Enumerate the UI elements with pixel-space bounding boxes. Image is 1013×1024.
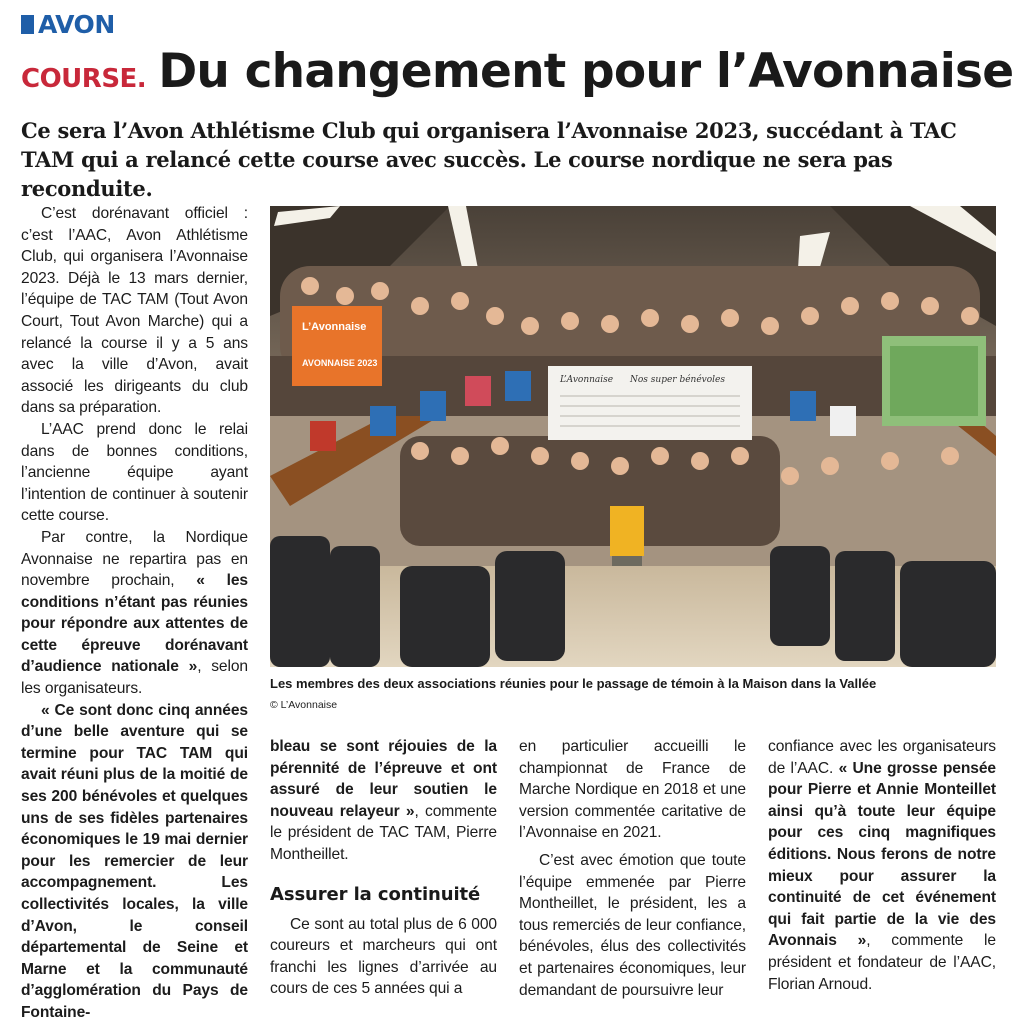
photo-credit: © L’Avonnaise (270, 699, 338, 711)
paragraph-4-quote: « Ce sont donc cinq années d’une belle aventure qui se termine pour TAC TAM qui avait réuni plus de la moitié de ses 200 bénévoles et quelques uns de ses fidèles partenaires économiques le 19 mai dernier pour les remercier de leur accompagnement. Les collectivités locales, la ville d’Avon, le conseil départemental de Seine et Marne et la communauté d’agglomération du Pays de Fontaine- (21, 701, 248, 1021)
rubric-label: AVON (38, 9, 115, 39)
headline (21, 44, 1013, 99)
article-title: Du changement pour l’Avonnaise (158, 44, 1013, 99)
paragraph-2: L’AAC prend donc le relai dans de bonnes conditions, l’ancienne équipe ayant l’intention de continuer à soutenir cette course. (21, 420, 248, 525)
article-column-4 (768, 736, 996, 995)
paragraph-5-quote: bleau se sont réjouies de la pérennité de l’épreuve et ont assuré de leur soutien le nouveau relayeur » (270, 738, 497, 820)
photo-illustration (270, 206, 996, 667)
paragraph-3-text: Par contre, la Nordique Avonnaise ne repartira pas en novembre prochain, (21, 528, 248, 590)
banner-year-label: AVONNAISE 2023 (302, 358, 378, 368)
article-lede: Ce sera l’Avon Athlétisme Club qui organisera l’Avonnaise 2023, succédant à TAC TAM qui a relancé cette course avec succès. Le course nordique ne sera pas reconduite. (21, 118, 957, 201)
paragraph-6: Ce sont au total plus de 6 000 coureurs et marcheurs qui ont franchi les lignes d’arrivée au cours de ces 5 années qui a (270, 915, 497, 998)
article-column-2 (270, 736, 497, 1000)
paragraph-3 (21, 527, 248, 700)
paragraph-5 (270, 736, 497, 866)
paragraph-3-end: , selon les organisateurs. (21, 658, 248, 698)
article-column-1 (21, 203, 248, 1024)
section-rubric (21, 10, 115, 38)
paragraph-5-end: , commente le président de TAC TAM, Pierre Montheillet. (270, 802, 497, 863)
banner-center-title: Nos super bénévoles (630, 375, 725, 385)
article-photo (270, 206, 996, 667)
paragraph-9-quote: « Une grosse pensée pour Pierre et Annie Monteillet ainsi qu’à toute leur équipe pour ces cinq magnifiques éditions. Nous ferons de notre mieux pour assurer la continuité de cet événement qui fait partie de la vie des Avonnais » (768, 759, 996, 950)
paragraph-1: C’est dorénavant officiel : c’est l’AAC, Avon Athlétisme Club, qui organisera l’Avonnaise 2023. Déjà le 13 mars dernier, l’équipe de TAC TAM (Tout Avon Court, Tout Avon Marche) qui a relancé la course il y a 5 ans avec la ville d’Avon, avait associé les dirigeants du club dans sa préparation. (21, 205, 248, 417)
banner-center-left: L’Avonnaise (560, 375, 614, 385)
kicker: COURSE. (21, 64, 147, 94)
paragraph-8: C’est avec émotion que toute l’équipe emmenée par Pierre Montheillet, le président, les a tous remerciés de leur confiance, bénévoles, élus des collectivités et partenaires économiques, leur demandant de poursuivre leur (519, 851, 746, 999)
paragraph-9 (768, 736, 996, 995)
paragraph-7: en particulier accueilli le championnat de France de Marche Nordique en 2018 et une version commentée caritative de l’Avonnaise en 2021. (519, 738, 746, 842)
rubric-square-icon (21, 15, 34, 34)
article-column-3 (519, 736, 746, 1001)
photo-caption: Les membres des deux associations réunies pour le passage de témoin à la Maison dans la Vallée (270, 676, 877, 691)
paragraph-3-quote: « les conditions n’étant pas réunies pour répondre aux attentes de cette épreuve dorénavant d’audience nationale » (21, 572, 248, 676)
paragraph-9-end: , commente le président et fondateur de l’AAC, Florian Arnoud. (768, 932, 996, 993)
paragraph-4 (21, 700, 248, 1024)
banner-left-label: L’Avonnaise (302, 321, 367, 333)
paragraph-9-text: confiance avec les organisateurs de l’AAC. (768, 738, 996, 777)
subheading: Assurer la continuité (270, 883, 481, 905)
